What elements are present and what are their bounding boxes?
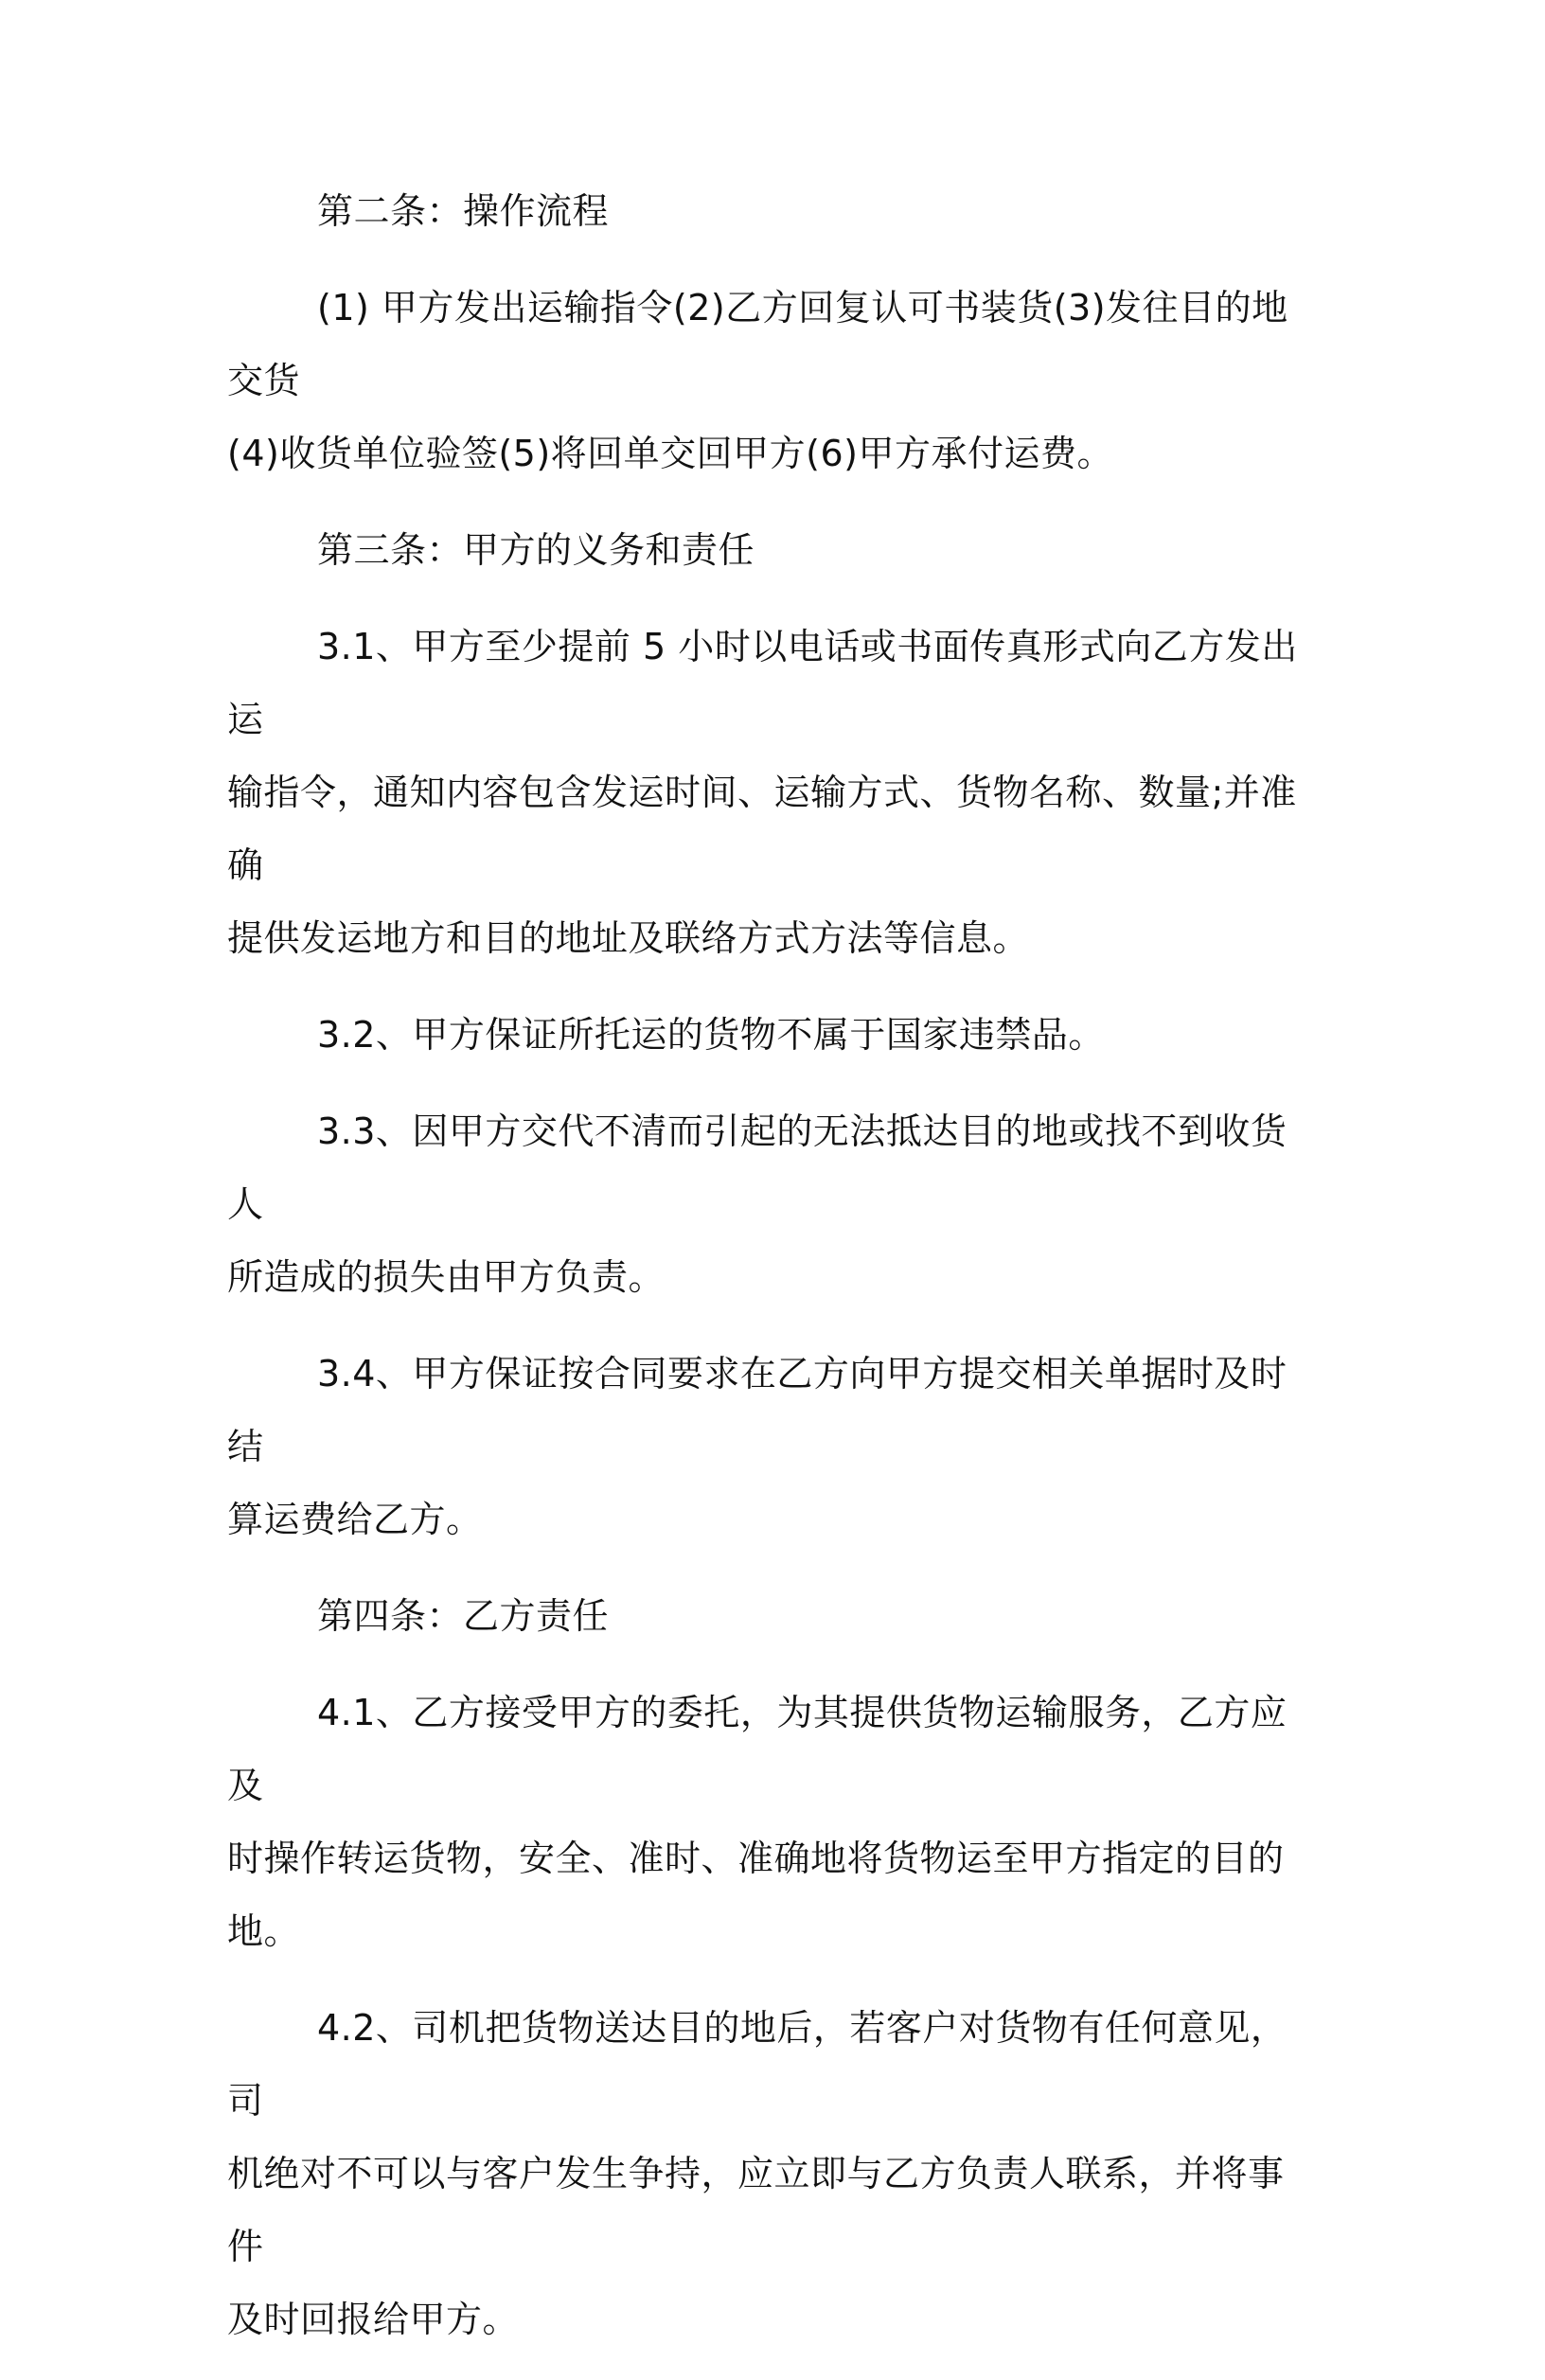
paragraph-line: 机绝对不可以与客户发生争持，应立即与乙方负责人联系，并将事件 — [227, 2153, 1285, 2267]
clause-3-4 — [227, 1338, 1316, 1556]
paragraph-line: 时操作转运货物，安全、准时、准确地将货物运至甲方指定的目的地。 — [227, 1838, 1285, 1952]
paragraph-line: 3.4、甲方保证按合同要求在乙方向甲方提交相关单据时及时结 — [227, 1353, 1288, 1467]
paragraph-line: 算运费给乙方。 — [227, 1499, 483, 1540]
article-3-heading: 第三条：甲方的义务和责任 — [317, 529, 755, 571]
paragraph-line: (1) 甲方发出运输指令(2)乙方回复认可书装货(3)发往目的地交货 — [227, 287, 1288, 401]
paragraph-line: 3.1、甲方至少提前 5 小时以电话或书面传真形式向乙方发出运 — [227, 626, 1298, 740]
paragraph-line: 所造成的损失由甲方负责。 — [227, 1256, 666, 1298]
article-2-paragraph — [227, 272, 1316, 490]
paragraph-line: (4)收货单位验签(5)将回单交回甲方(6)甲方承付运费。 — [227, 433, 1113, 474]
paragraph-line: 4.1、乙方接受甲方的委托，为其提供货物运输服务，乙方应及 — [227, 1692, 1288, 1806]
clause-3-3 — [227, 1095, 1316, 1314]
clause-4-1 — [227, 1677, 1316, 1968]
clause-3-2: 3.2、甲方保证所托运的货物不属于国家违禁品。 — [317, 1014, 1105, 1056]
clause-3-1 — [227, 611, 1316, 975]
clause-4-2 — [227, 1992, 1316, 2356]
paragraph-line: 输指令，通知内容包含发运时间、运输方式、货物名称、数量;并准确 — [227, 772, 1297, 886]
article-4-heading: 第四条：乙方责任 — [317, 1595, 610, 1637]
document-body — [227, 175, 1316, 2380]
article-2-heading: 第二条：操作流程 — [317, 190, 610, 232]
paragraph-line: 4.2、司机把货物送达目的地后，若客户对货物有任何意见，司 — [227, 2007, 1288, 2122]
paragraph-line: 及时回报给甲方。 — [227, 2299, 520, 2340]
paragraph-line: 提供发运地方和目的地址及联络方式方法等信息。 — [227, 917, 1030, 959]
paragraph-line: 3.3、因甲方交代不清而引起的无法抵达目的地或找不到收货人 — [227, 1110, 1288, 1225]
